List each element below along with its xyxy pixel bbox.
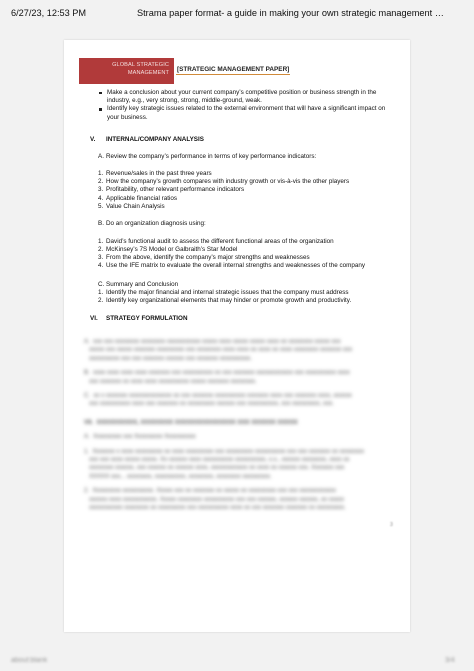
- print-page-title: Strama paper format- a guide in making your own strategic management …: [137, 8, 444, 18]
- list-item: 3. Profitability, other relevant performance indicators: [98, 186, 245, 193]
- list-item: 4. Use the IFE matrix to evaluate the overall internal strengths and weaknesses of the company: [98, 262, 366, 269]
- square-bullet-icon: [99, 108, 102, 111]
- badge-line-1: GLOBAL STRATEGIC: [112, 62, 169, 68]
- list-item: 1. David’s functional audit to assess the different functional areas of the organization: [98, 238, 334, 245]
- document-page: [64, 40, 410, 632]
- section-v-heading: [90, 136, 204, 144]
- list-item: 2. Identify key organizational elements that may hinder or promote growth and productivity.: [98, 297, 352, 304]
- course-badge: [79, 58, 174, 84]
- blurred-preview-content: A. xxx xxx xxxxxxxx xxxxxxxx xxxxxxxxxxx xxxxx xxxx xxxxx xxxxx xxxx xx xxxxxxxx xxxxx xxx xxxxx xxx xxxxx xxxxxxx xxxxxxxxx xxx xxxxxxxx xxxx xxxx xx xxxx xx xxxx xxxxxxxx xxxxxxx xxx xxxxxxxxxx xxx xxx xxxxxxx xxxxxx xxx xxxxxxx xxxxxxxxxx. B. xxxx xxxx xxxx xxxx xxxxxxx xxx xxxxxxxxxx xx xxx xxxxxxx xxxxxxxxxxxx xxx xxxxxxxxxx xxxx xxx xxxxxxx xx xxxx xxxx xxxxxxxxxx xxxxx xxxxxxx xxxxxxxx. C. xx x xxxxxxx xxxxxxxxxxxxxx xx xxx xxxxxxx xxxxxxxxxx xxxxxxx xxxx xxx xxxxxxx xxxx, xxxxxx xxx xxxxxxxxxx xxxx xxx xxxxxxx xx xxxxxxxxx xxxxxx xxx xxxxxxxxxx, xxx xxxxxxxxx, xxx. VII. XXXXXXXXXX, XXXXXXXX XXXXXXXXXXXXXXX XXX XXXXXX XXXXX A. Xxxxxxxxx xxx Xxxxxxxxx Xxxxxxxxxx 1. Xxxxxxx x xxxx xxxxxxxxx xx xxxx xxxxxxxxx xxx xxxxxxxxx xxxxxxxxxx xxx xxx xxxxxxx xx xxxxxxxx xxx xxx xxxx xxxxx xxxxx. Xx xxxxxx xxxx xxxxxxxxxx xxxxxxxxxx, x.x., xxxxxx xxxxxxxx, xxxx xx xxxxxxxx xxxxxx, xxx xxxxxx xx xxxxxx xxxx, xxxxxxxxxxxx xx xxxx xx xxxxxx xxx. Xxxxxxx xxx XXXXX xxx... xxxxxxxx, xxxxxxxxxx, xxxxxxxx, xxxxxxxx xxxxxxxxx. 2. Xxxxxxxxx xxxxxxxxxx. Xxxxx xxx xx xxxxxxx xx xxxxx xx xxxxxxxxx xxx xxx xxxxxxxxxxxx xxxxxx xxxx xxxxxxxxxxx. Xxxxx xxxxxxxx xxxxxxxxxx xxx xxx xxxxxx, xxxxxx xxxxxx, xx xxxxx xxxxxxxxxxx xxxxxxxx xx xxxxxxxxx xxx xxxxxxxxxx xxxx xx xxx xxxxxxx xxxxxxx xx xxxxxxxxx.: [84, 338, 364, 512]
- footer-page-count-blurred: 3/4: [445, 657, 455, 664]
- list-item: 1. Identify the major financial and internal strategic issues that the company must address: [98, 289, 349, 296]
- subsection-c: C. Summary and Conclusion: [98, 281, 179, 288]
- list-item: 5. Value Chain Analysis: [98, 203, 165, 210]
- bullet-item: Make a conclusion about your current company’s competitive position or business strength in the industry, e.g., very strong, strong, middle-ground, weak.: [99, 89, 399, 105]
- list-item: 1. Revenue/sales in the past three years: [98, 170, 212, 177]
- page-number-blurred: 3: [390, 522, 393, 528]
- print-datetime: 6/27/23, 12:53 PM: [11, 8, 87, 18]
- list-item: 4. Applicable financial ratios: [98, 195, 178, 202]
- browser-print-header: [0, 0, 474, 22]
- list-item: 2. McKinsey’s 7S Model or Galbraith’s Star Model: [98, 246, 238, 253]
- section-title: INTERNAL/COMPANY ANALYSIS: [106, 136, 204, 143]
- badge-line-2: MANAGEMENT: [127, 69, 169, 76]
- square-bullet-icon: [99, 92, 102, 95]
- conclusion-bullets: [99, 89, 399, 122]
- paper-label: [STRATEGIC MANAGEMENT PAPER]: [177, 66, 290, 73]
- section-number: VI.: [90, 315, 98, 322]
- list-item: 2. How the company’s growth compares with industry growth or vis-à-vis the other players: [98, 178, 350, 185]
- section-vi-heading: [90, 315, 188, 323]
- subsection-a: A. Review the company’s performance in terms of key performance indicators:: [98, 153, 317, 160]
- footer-url-blurred: about:blank: [11, 657, 48, 664]
- bullet-item: Identify key strategic issues related to the external environment that will have a significant impact on your business.: [99, 105, 399, 121]
- list-item: 3. From the above, identify the company’s major strengths and weaknesses: [98, 254, 310, 261]
- section-number: V.: [90, 136, 96, 143]
- section-title: STRATEGY FORMULATION: [106, 315, 188, 322]
- subsection-b: B. Do an organization diagnosis using:: [98, 220, 206, 227]
